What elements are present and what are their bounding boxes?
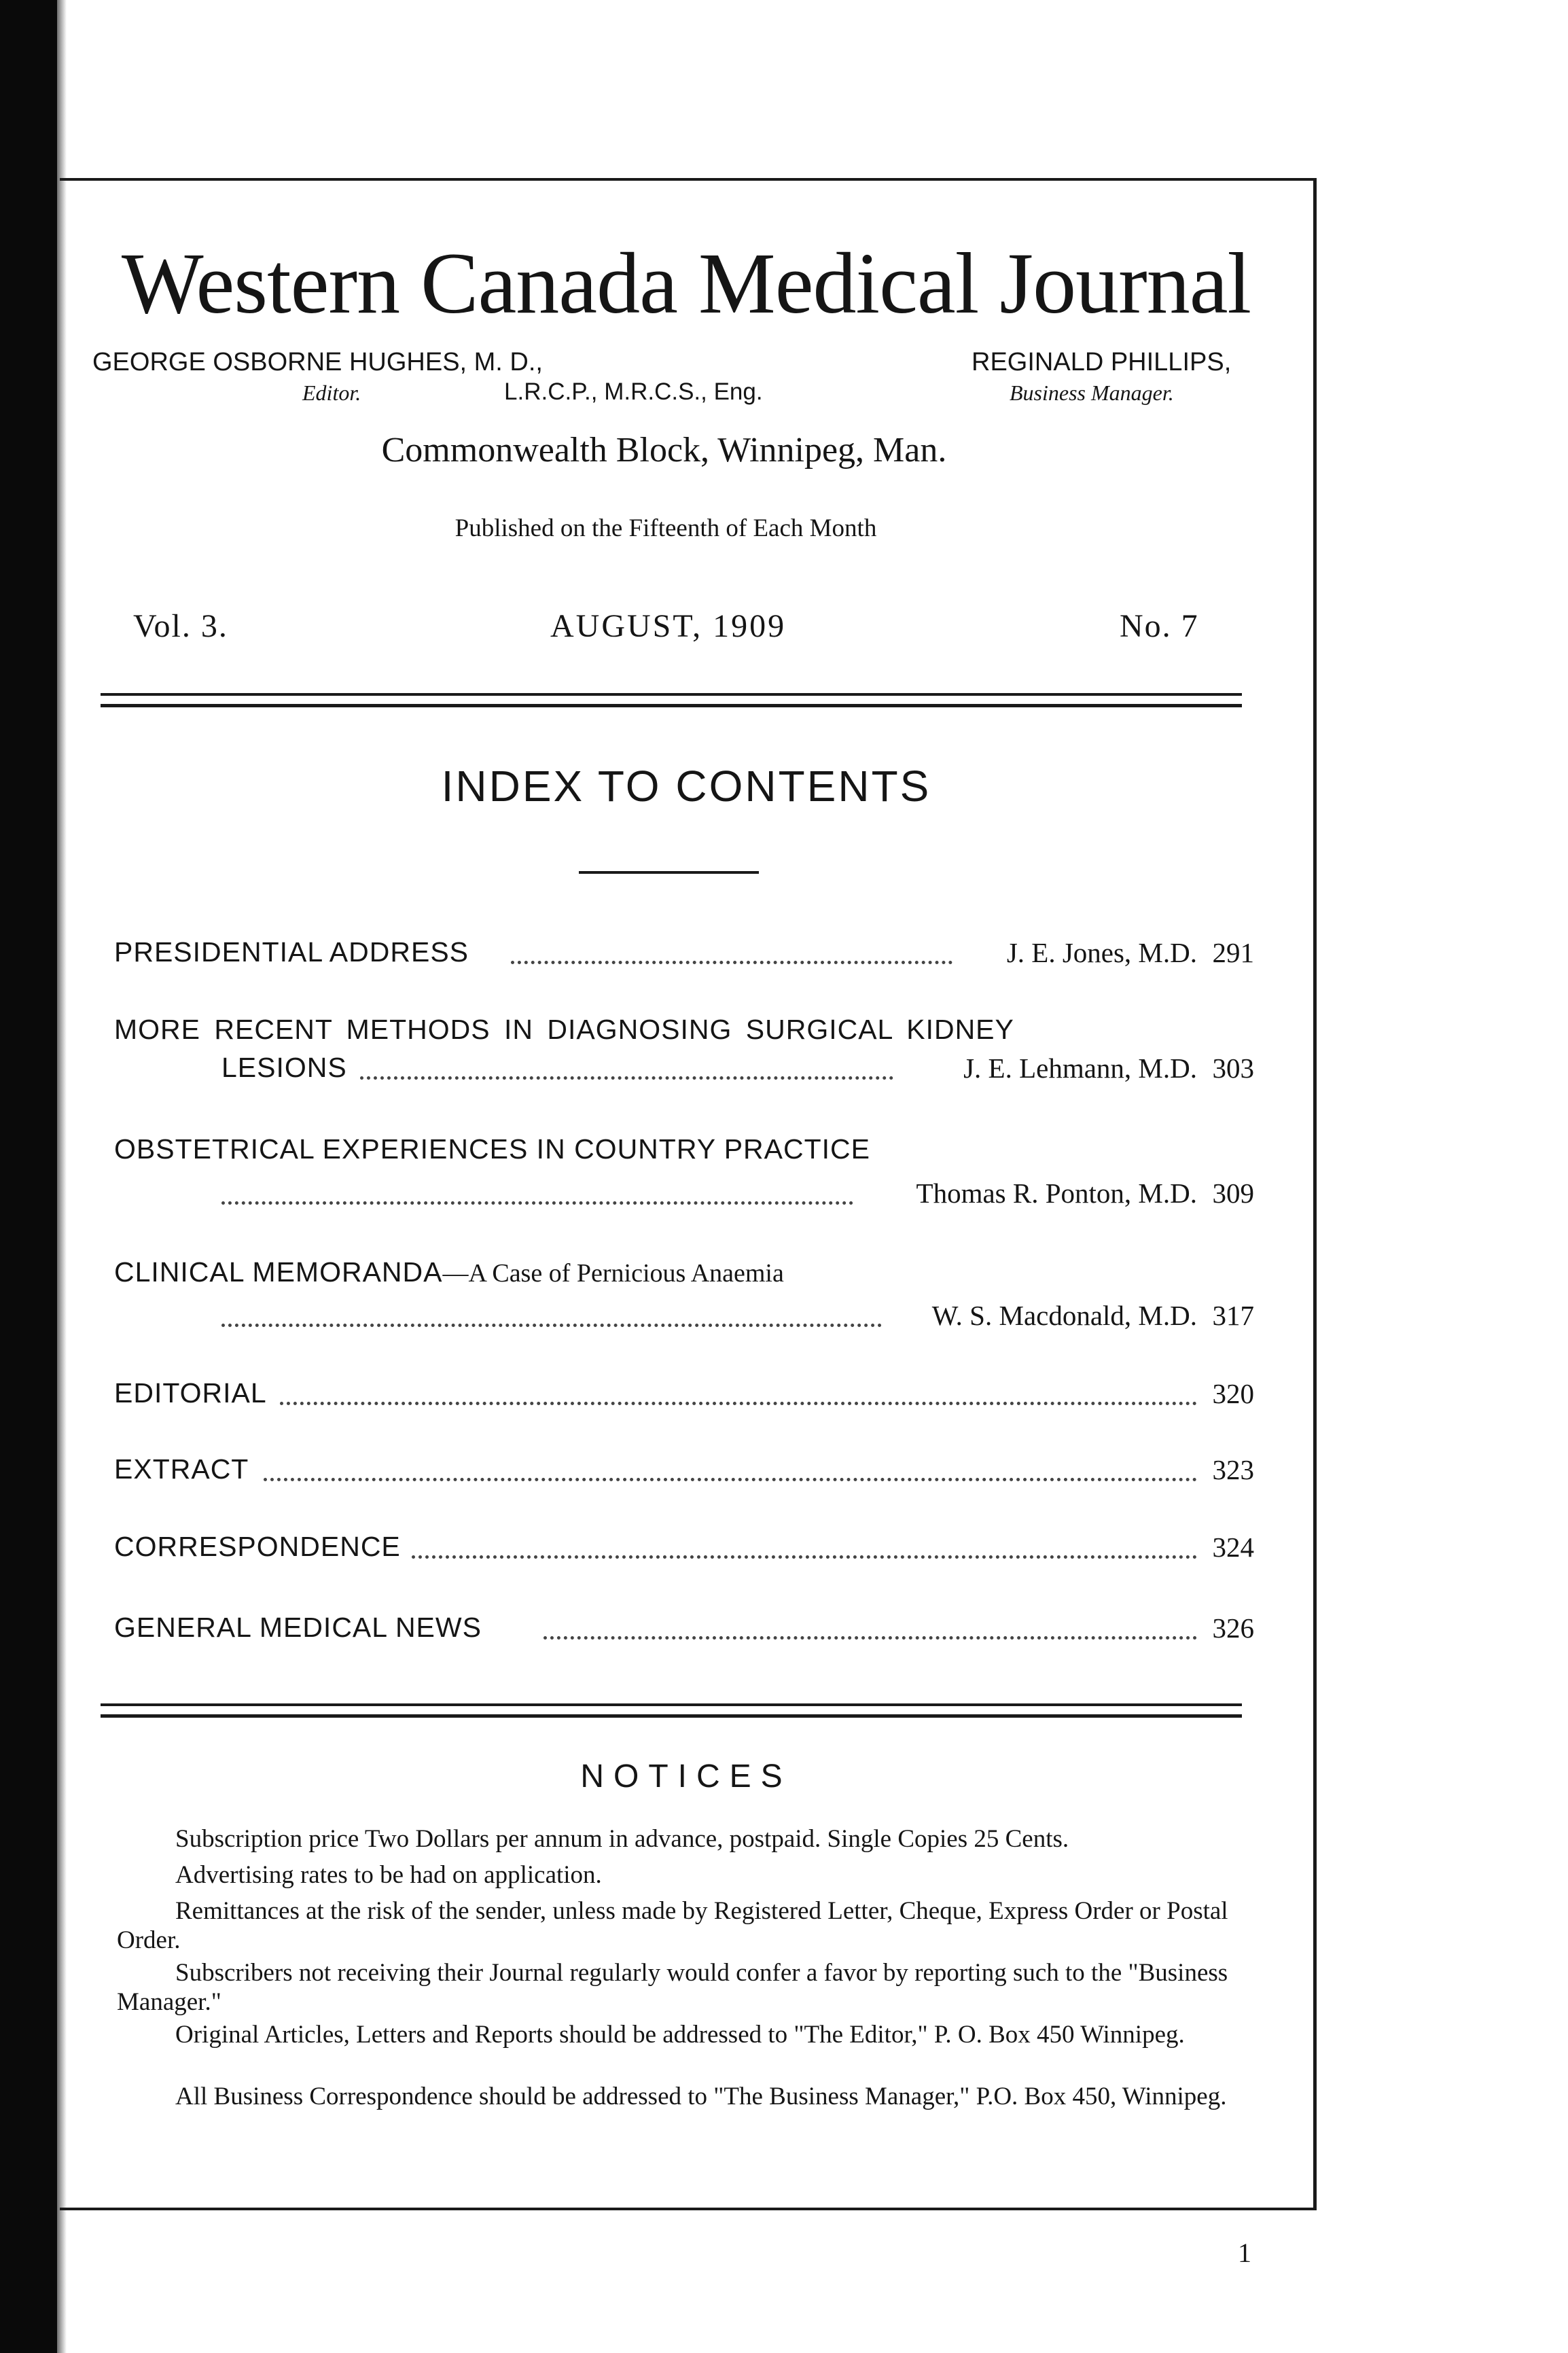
editor-name: GEORGE OSBORNE HUGHES, M. D., — [92, 348, 543, 376]
toc-entry-subtitle: —A Case of Pernicious Anaemia — [442, 1259, 784, 1288]
toc-entry-author: J. E. Jones, M.D. — [1006, 937, 1197, 968]
volume-number: Vol. 3. — [133, 608, 228, 644]
double-rule-top-b — [101, 704, 1242, 707]
double-rule-top-a — [101, 693, 1242, 696]
notice-item: Subscription price Two Dollars per annum in advance, postpaid. Single Copies 25 Cents. — [175, 1825, 1069, 1853]
toc-entry-title: GENERAL MEDICAL NEWS — [114, 1612, 482, 1643]
toc-entry-page: 324 — [1212, 1532, 1254, 1563]
journal-title: Western Canada Medical Journal — [121, 235, 1251, 332]
leader-dots — [221, 1201, 853, 1205]
toc-entry-title: MORE RECENT METHODS IN DIAGNOSING SURGICAL KIDNEY — [114, 1014, 1014, 1045]
business-manager-role: Business Manager. — [1010, 381, 1174, 405]
index-heading: INDEX TO CONTENTS — [441, 762, 931, 811]
notice-item: Advertising rates to be had on application. — [175, 1861, 602, 1889]
toc-entry-page: 326 — [1212, 1612, 1254, 1644]
toc-entry-page: 309 — [1212, 1178, 1254, 1209]
scan-binding-edge — [0, 0, 57, 2353]
toc-entry-page: 323 — [1212, 1454, 1254, 1485]
notices-heading: NOTICES — [580, 1758, 792, 1794]
toc-entry-title: PRESIDENTIAL ADDRESS — [114, 936, 469, 968]
notice-item: All Business Correspondence should be addressed to "The Business Manager," P.O. Box 450, Winnipeg. — [175, 2083, 1227, 2110]
notice-item: Remittances at the risk of the sender, unless made by Registered Letter, Cheque, Express Order or Postal Order. — [117, 1897, 1228, 1954]
toc-entry-title: EXTRACT — [114, 1453, 249, 1485]
index-underline — [579, 871, 759, 874]
issue-date: AUGUST, 1909 — [550, 608, 787, 644]
notice-item: Original Articles, Letters and Reports should be addressed to "The Editor," P. O. Box 450 Winnipeg. — [175, 2021, 1185, 2049]
business-manager-name: REGINALD PHILLIPS, — [972, 348, 1232, 376]
toc-entry-page: 320 — [1212, 1378, 1254, 1409]
toc-entry-page: 317 — [1212, 1300, 1254, 1331]
toc-entry-title: OBSTETRICAL EXPERIENCES IN COUNTRY PRACTICE — [114, 1133, 871, 1165]
publication-note: Published on the Fifteenth of Each Month — [455, 514, 877, 542]
notice-item: Subscribers not receiving their Journal regularly would confer a favor by reporting such to the "Business Manager." — [117, 1959, 1228, 2016]
toc-entry-author: Thomas R. Ponton, M.D. — [916, 1178, 1197, 1209]
leader-dots — [221, 1324, 882, 1327]
issue-number: No. 7 — [1120, 608, 1199, 644]
leader-dots — [544, 1636, 1197, 1640]
toc-entry-author: J. E. Lehmann, M.D. — [963, 1052, 1197, 1084]
leader-dots — [511, 961, 952, 964]
leader-dots — [264, 1478, 1197, 1481]
toc-entry-clinical — [114, 1256, 784, 1288]
leader-dots — [412, 1555, 1197, 1559]
toc-entry-page: 291 — [1212, 937, 1254, 968]
leader-dots — [280, 1402, 1197, 1405]
toc-entry-title: CLINICAL MEMORANDA — [114, 1256, 443, 1288]
toc-entry-author: W. S. Macdonald, M.D. — [931, 1300, 1197, 1331]
double-rule-bottom-b — [101, 1714, 1242, 1718]
double-rule-bottom-a — [101, 1703, 1242, 1706]
editor-credentials: L.R.C.P., M.R.C.S., Eng. — [504, 378, 763, 405]
editor-role: Editor. — [302, 381, 361, 405]
leader-dots — [360, 1076, 893, 1080]
toc-entry-continuation: LESIONS — [221, 1052, 347, 1083]
journal-address: Commonwealth Block, Winnipeg, Man. — [381, 431, 947, 470]
toc-entry-page: 303 — [1212, 1052, 1254, 1084]
toc-entry-title: CORRESPONDENCE — [114, 1531, 401, 1562]
toc-entry-title: EDITORIAL — [114, 1377, 267, 1409]
page-number: 1 — [1238, 2237, 1251, 2268]
